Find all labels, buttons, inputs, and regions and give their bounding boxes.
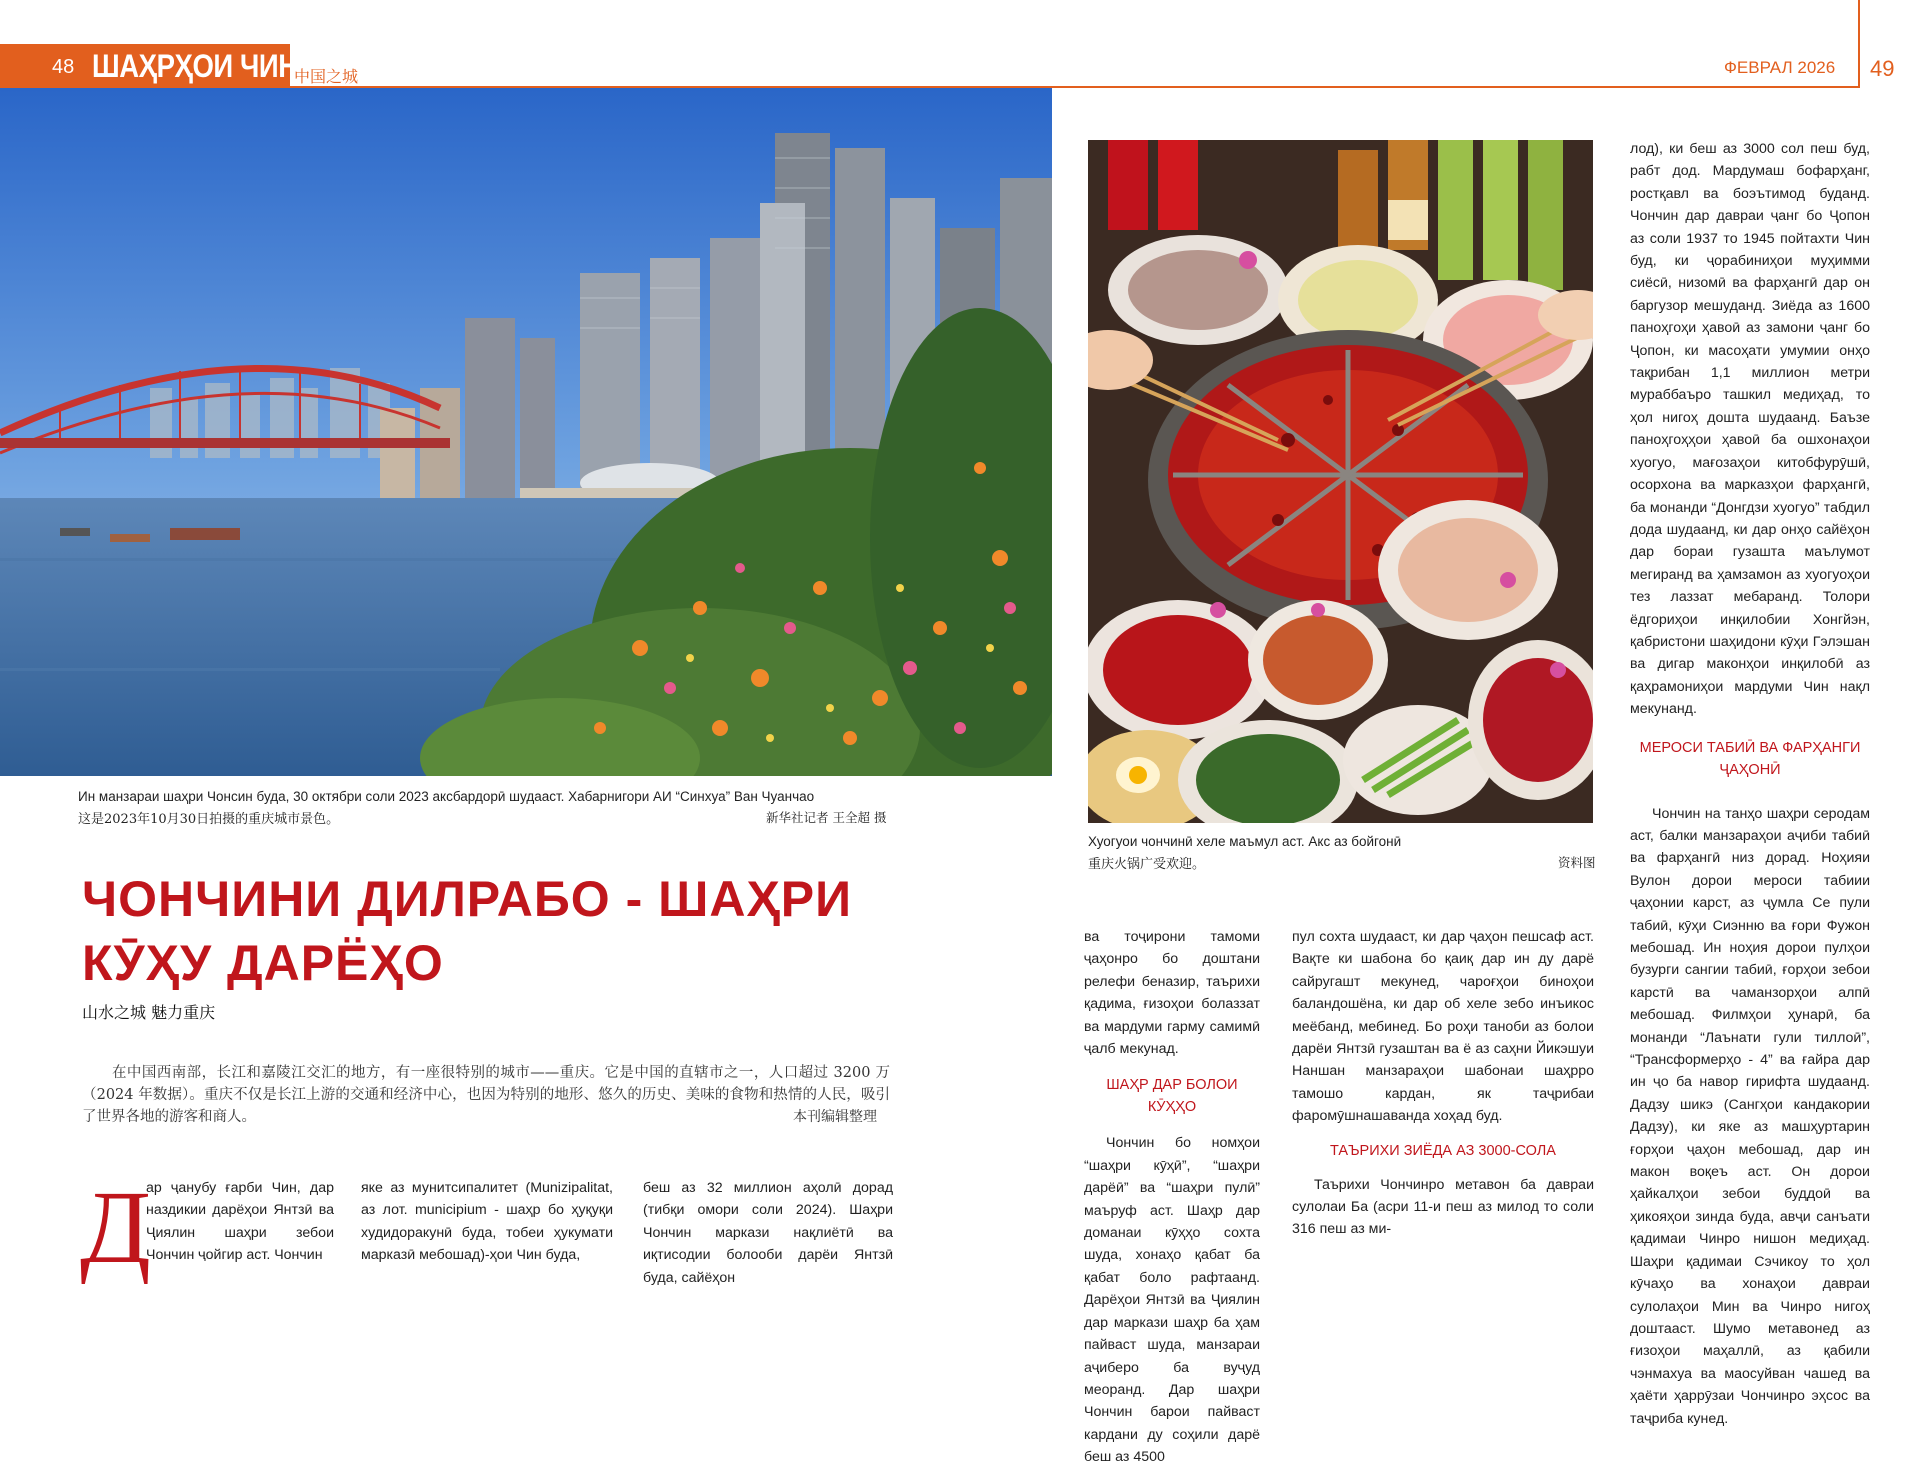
city-skyline-photo xyxy=(0,88,1052,776)
issue-date: ФЕВРАЛ 2026 xyxy=(1724,58,1836,77)
page-number-left: 48 xyxy=(52,56,75,78)
body-text: Таърихи Чончинро метавон ба давраи сулолаи Ба (асри 11-и пеш аз милод то соли 316 пеш аз ми- xyxy=(1292,1176,1594,1238)
body-text: ар ҷанубу ғарби Чин, дар наздикии дарёҳои Янтзӣ ва Ҷиялин шаҳри зебои Чончин ҷойгир аст. Чончин xyxy=(146,1180,334,1264)
article-subtitle-cn: 山水之城 魅力重庆 xyxy=(82,1003,216,1022)
photo-credit-cn: 新华社记者 王全超 摄 xyxy=(766,810,887,825)
header-vertical-rule xyxy=(1858,0,1860,88)
drop-cap: Д xyxy=(80,1170,151,1285)
intro-paragraph-cn: 在中国西南部，长江和嘉陵江交汇的地方，有一座很特别的城市——重庆。它是中国的直辖市之一，人口超过 3200 万（2024 年数据）。重庆不仅是长江上游的交通和经济中心，也因为特别的地形、悠久的历史、美味的食物和热情的人民，吸引了世界各地的游客和商人。 xyxy=(82,1065,890,1125)
body-text: беш аз 32 миллион аҳолӣ дорад (тибқи омори соли 2024). Шаҳри Чончин маркази нақлиётӣ ва иқтисодии болооби дарёи Янтзӣ буда, сайёҳон xyxy=(643,1180,893,1286)
section-heading: МЕРОСИ ТАБИӢ ВА ФАРҲАНГИ ҶАҲОНӢ xyxy=(1639,739,1861,778)
article-title-line1: ЧОНЧИНИ ДИЛРАБО - ШАҲРИ xyxy=(82,871,853,927)
photo-credit-cn: 资料图 xyxy=(1558,855,1596,870)
body-column-6 xyxy=(1630,138,1870,1430)
body-column-2 xyxy=(361,1177,613,1267)
body-column-3 xyxy=(643,1177,893,1289)
section-title: ШАҲРҲОИ ЧИН xyxy=(92,48,298,84)
article-title-line2: КӮҲУ ДАРЁҲО xyxy=(82,935,444,991)
photo-caption-cn: 这是2023年10月30日拍摄的重庆城市景色。 xyxy=(78,812,340,827)
body-text: ва тоҷирони тамоми ҷаҳонро бо доштани релефи беназир, таърихи қадима, ғизоҳои болаззат ва мардуми гарму самимӣ ҷалб мекунад. xyxy=(1084,929,1260,1058)
section-heading: ШАҲР ДАР БОЛОИ КӮҲҲО xyxy=(1106,1077,1238,1116)
body-text: яке аз мунитсипалитет (Munizipalitat, аз лот. municipium - шаҳр бо ҳуқуқи худидоракунӣ буда, тобеи ҳукумати марказӣ мебошад)-ҳои Чин буда, xyxy=(361,1180,613,1264)
body-text: Чончин бо номҳои “шаҳри кӯҳӣ”, “шаҳри дарёӣ” ва “шаҳри пулӣ” маъруф аст. Шаҳр дар доманаи кӯҳҳо сохта шуда, хонаҳо қабат ба қабат боло рафтаанд. Дарёҳои Янтзӣ ва Ҷиялин дар маркази шаҳр ба ҳам пайваст шуда, манзараи аҷиберо ба вуҷуд меоранд. Дар шаҳри Чончин барои пайваст кардани ду соҳили дарё беш аз 4500 xyxy=(1084,1135,1260,1466)
section-title-cn: 中国之城 xyxy=(294,67,359,86)
body-text: лод), ки беш аз 3000 сол пеш буд, рабт дод. Мардумаш бофарҳанг, ростқавл ва боэътимод буданд. Чончин дар давраи ҷанг бо Ҷопон аз соли 1937 то 1945 пойтахти Чин буд, ки ҷорабиниҳои муҳимми сиёсӣ, низомӣ ва фарҳангӣ дар он баргузор мешуданд. Зиёда аз 1600 паноҳгоҳи ҳавоӣ аз замони ҷанг бо Ҷопон, ки масоҳати умумии онҳо тақрибан 1,1 миллион метри мураббаъро ташкил медиҳад, то ҳол нигоҳ дошта шудаанд. Баъзе паноҳгоҳҳои ҳавоӣ ба ошхонаҳои хуогуо, мағозаҳои китобфурӯшӣ, осорхона ва марказҳои фарҳангӣ, ба монанди “Донгдзи хуогуо” табдил дода шудаанд, ки дар онҳо сайёҳон дар бораи гузашта маълумот мегиранд ва ҳамзамон аз хуогуоҳои тез лаззат мебаранд. Толори ёдгориҳои инқилобии Хонгйэн, қабристони шаҳидони кӯҳи Гэлэшан ва дигар маконҳои инқилобӣ аз қаҳрамониҳои мардуми Чин нақл мекунанд. xyxy=(1630,141,1870,718)
body-text: пул сохта шудааст, ки дар ҷаҳон пешсаф аст. Вақте ки шабона бо қаиқ дар ин ду дарё сайругашт мекунед, чароғҳои биноҳои баландошёна, ки дар об хеле зебо инъикос меёбанд, мебинед. Бо роҳи таноби аз болои дарёи Янтзӣ гузаштан ва ё аз саҳни Йикэшуи Наншан манзараҳои шабонаи шаҳрро тамошо кардан, як таҷрибаи фаромӯшнашаванда хоҳад буд. xyxy=(1292,929,1594,1125)
body-column-5 xyxy=(1292,926,1594,1241)
photo-caption: Хуогуои чончинӣ хеле маъмул аст. Акс аз бойгонӣ xyxy=(1088,834,1402,849)
body-column-1 xyxy=(146,1177,334,1267)
section-heading: ТАЪРИХИ ЗИЁДА АЗ 3000-СОЛА xyxy=(1330,1142,1556,1159)
body-column-4 xyxy=(1084,926,1260,1469)
editor-note-cn: 本刊编辑整理 xyxy=(793,1109,877,1125)
hotpot-photo xyxy=(1088,140,1593,823)
body-text: Чончин на танҳо шаҳри серодам аст, балки манзараҳои аҷиби табиӣ ва фарҳангӣ низ дорад. Ноҳияи Вулон дорои мероси табиии ҷаҳонии карст, аз ҷумла Се пули табиӣ, кӯҳи Сиэнню ва ғори Фужон мебошад. Ин ноҳия дорои пулҳои бузурги сангии табиӣ, ғорҳои зебои карстӣ ва чаманзорҳои алпӣ мебошад. Филмҳои ҳунарӣ, ба монанди “Лаънати гули тиллоӣ”, “Трансформерҳо - 4” ва ғайра дар ин ҷо ба навор гирифта шудаанд. Дадзу шикэ (Сангҳои кандакории Дадзу), ки яке аз машҳуртарин ғорҳои ҷаҳон мебошад, дар ин макон воқеъ аст. Он дорои ҳайкалҳои зебои буддоӣ ва ҳикояҳои зинда буда, авҷи санъати қадимаи Чинро нишон медиҳад. Шаҳри қадимаи Сэчикоу то ҳол кӯчаҳо ва хонаҳои давраи сулолаҳои Мин ва Чинро нигоҳ доштааст. Шумо метавонед аз ғизоҳои маҳаллӣ, аз қабили чэнмахуа ва маосуйван чашед ва ҳаёти ҳаррӯзаи Чончинро эҳсос ва таҷриба кунед. xyxy=(1630,805,1870,1427)
photo-caption-cn: 重庆火锅广受欢迎。 xyxy=(1088,857,1206,872)
photo-caption: Ин манзараи шаҳри Чонсин буда, 30 октябри соли 2023 аксбардорӣ шудааст. Хабарнигори АИ “Синхуа” Ван Чуанчао xyxy=(78,789,815,804)
page-number-right: 49 xyxy=(1870,56,1895,81)
